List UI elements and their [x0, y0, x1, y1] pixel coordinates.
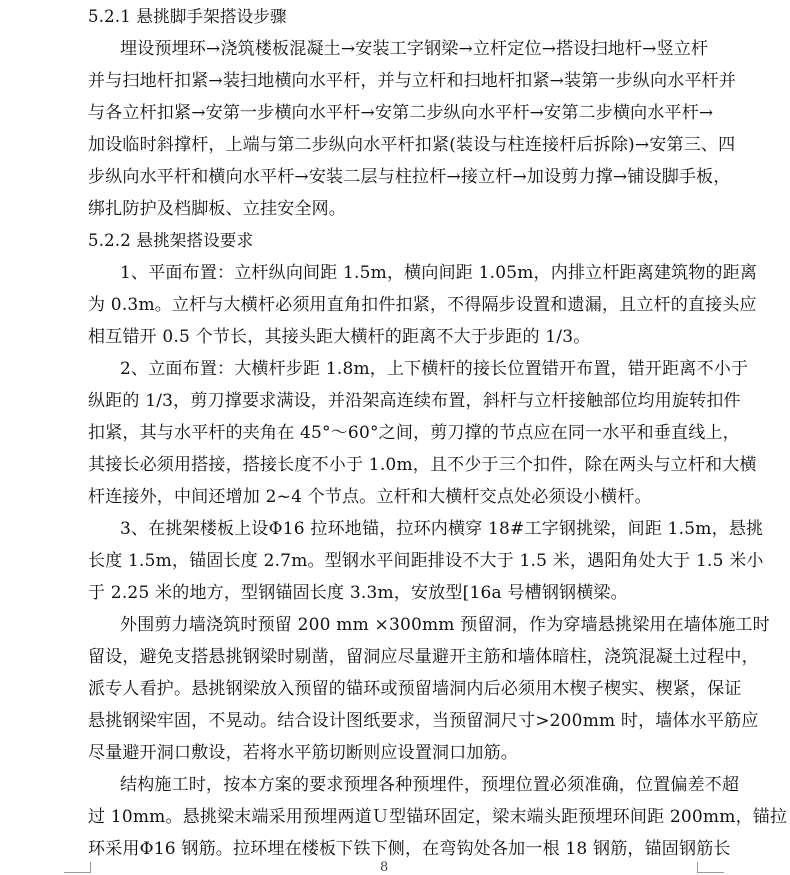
paragraph-line: 环采用Φ16 钢筋。拉环埋在楼板下铁下侧，在弯钩处各加一根 18 钢筋，锚固钢筋长 — [88, 839, 731, 859]
paragraph-line: 扣紧，其与水平杆的夹角在 45°～60°之间，剪刀撑的节点应在同一水平和垂直线上， — [88, 423, 740, 443]
paragraph-line: 纵距的 1/3，剪刀撑要求满设，并沿架高连续布置，斜杆与立杆接触部位均用旋转扣件 — [88, 391, 741, 411]
paragraph-line: 3、在挑架楼板上设Φ16 拉环地锚，拉环内横穿 18#工字钢挑梁，间距 1.5m，悬挑 — [120, 519, 764, 539]
paragraph-line: 其接长必须用搭接，搭接长度不小于 1.0m，且不少于三个扣件，除在两头与立杆和大横 — [88, 455, 757, 475]
paragraph-line: 绑扎防护及档脚板、立挂安全网。 — [88, 199, 346, 219]
paragraph-line: 相互错开 0.5 个节长，其接头距大横杆的距离不大于步距的 1/3。 — [88, 327, 591, 347]
paragraph-line: 埋设预埋环→浇筑楼板混凝土→安装工字钢梁→立杆定位→搭设扫地杆→竖立杆 — [120, 39, 709, 59]
paragraph-line: 杆连接外，中间还增加 2~4 个节点。立杆和大横杆交点处必须设小横杆。 — [88, 487, 652, 507]
section-heading-5-2-1: 5.2.1 悬挑脚手架搭设步骤 — [88, 7, 287, 26]
paragraph-line: 1、平面布置：立杆纵向间距 1.5m，横向间距 1.05m，内排立杆距离建筑物的距离 — [120, 263, 758, 283]
page-number: 8 — [380, 860, 389, 875]
paragraph-line: 留设，避免支搭悬挑钢梁时剔凿，留洞应尽量避开主筋和墙体暗柱，浇筑混凝土过程中， — [88, 647, 759, 667]
paragraph-line: 为 0.3m。立杆与大横杆必须用直角扣件扣紧，不得隔步设置和遗漏，且立杆的直接头应 — [88, 295, 757, 315]
paragraph-line: 并与扫地杆扣紧→装扫地横向水平杆，并与立杆和扫地杆扣紧→装第一步纵向水平杆并 — [88, 71, 737, 91]
section-heading-5-2-2: 5.2.2 悬挑架搭设要求 — [88, 231, 254, 250]
paragraph-line: 派专人看护。悬挑钢梁放入预留的锚环或预留墙洞内后必须用木楔子楔实、楔紧，保证 — [88, 679, 742, 699]
paragraph-line: 过 10mm。悬挑梁末端采用预埋两道Ｕ型锚环固定，梁末端头距预埋环间距 200mm，锚拉 — [88, 807, 788, 827]
paragraph-line: 2、立面布置：大横杆步距 1.8m，上下横杆的接长位置错开布置，错开距离不小于 — [120, 359, 749, 379]
paragraph-line: 于 2.25 米的地方，型钢锚固长度 3.3m，安放型[16a 号槽钢钢横梁。 — [88, 583, 628, 603]
paragraph-line: 尽量避开洞口敷设，若将水平筋切断则应设置洞口加筋。 — [88, 743, 518, 763]
paragraph-line: 外围剪力墙浇筑时预留 200 mm ×300mm 预留洞，作为穿墙悬挑梁用在墙体施工时 — [120, 615, 770, 635]
paragraph-line: 悬挑钢梁牢固，不晃动。结合设计图纸要求，当预留洞尺寸>200mm 时，墙体水平筋应 — [88, 711, 759, 731]
paragraph-line: 与各立杆扣紧→安第一步横向水平杆→安第二步纵向水平杆→安第二步横向水平杆→ — [88, 103, 714, 123]
paragraph-line: 长度 1.5m，锚固长度 2.7m。型钢水平间距排设不大于 1.5 米，遇阳角处大于 1.5 米小 — [88, 551, 764, 571]
margin-corner-mark-left — [64, 862, 91, 873]
paragraph-line: 结构施工时，按本方案的要求预埋各种预埋件，预埋位置必须准确，位置偏差不超 — [120, 775, 740, 795]
margin-corner-mark-right — [697, 862, 724, 873]
paragraph-line: 加设临时斜撑杆，上端与第二步纵向水平杆扣紧(装设与柱连接杆后拆除)→安第三、四 — [88, 135, 736, 155]
paragraph-line: 步纵向水平杆和横向水平杆→安装二层与柱拉杆→接立杆→加设剪力撑→铺设脚手板， — [88, 167, 731, 187]
